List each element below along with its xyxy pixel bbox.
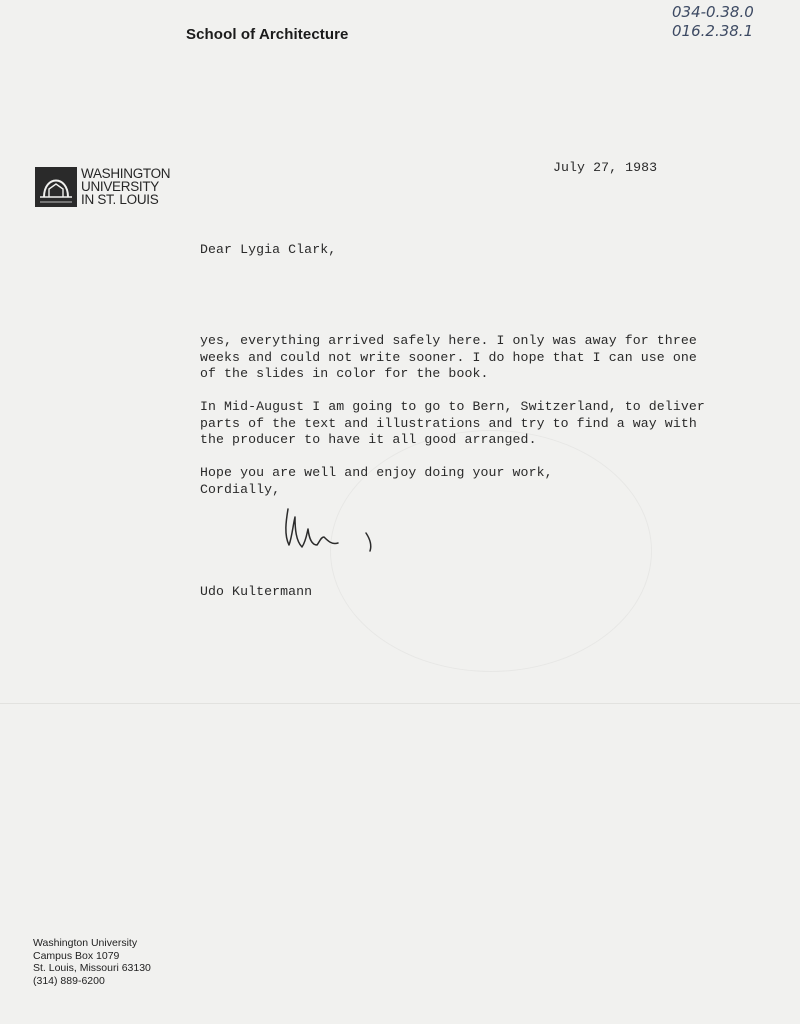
school-title: School of Architecture: [186, 26, 349, 43]
letter-date: July 27, 1983: [553, 160, 658, 175]
university-line: IN ST. LOUIS: [81, 192, 159, 207]
archive-number: 016.2.38.1: [672, 22, 754, 40]
fold-line: [0, 703, 800, 704]
university-line: UNIVERSITY: [81, 179, 160, 194]
university-line: WASHINGTON: [81, 166, 171, 181]
text-line: of the slides in color for the book.: [200, 366, 489, 381]
address-line: Campus Box 1079: [33, 949, 120, 962]
text-line: In Mid-August I am going to go to Bern, Switzerland, to deliver: [200, 399, 705, 414]
text-line: Cordially,: [200, 481, 281, 497]
text-line: weeks and could not write sooner. I do hope that I can use one: [200, 349, 697, 365]
handwritten-signature: [280, 503, 380, 555]
signer-name: Udo Kultermann: [200, 584, 313, 599]
salutation: Dear Lygia Clark,: [200, 242, 337, 257]
arch-seal-icon: [35, 167, 77, 207]
footer-address: [33, 937, 151, 987]
paragraph: [200, 399, 720, 449]
text-line: parts of the text and illustrations and try to find a way with: [200, 415, 697, 431]
address-line: Washington University: [33, 937, 138, 949]
paragraph: [200, 465, 720, 498]
phone-line: (314) 889-6200: [33, 974, 105, 987]
address-line: St. Louis, Missouri 63130: [33, 962, 151, 974]
letter-body: [200, 333, 720, 515]
archive-reference-numbers: [672, 3, 796, 41]
text-line: the producer to have it all good arranged.: [200, 432, 537, 447]
paragraph: [200, 333, 720, 383]
text-line: Hope you are well and enjoy doing your work,: [200, 465, 553, 480]
university-logo: [35, 167, 175, 209]
text-line: yes, everything arrived safely here. I only was away for three: [200, 333, 697, 348]
university-name: [81, 167, 170, 206]
archive-number: 034-0.38.0: [672, 3, 754, 21]
